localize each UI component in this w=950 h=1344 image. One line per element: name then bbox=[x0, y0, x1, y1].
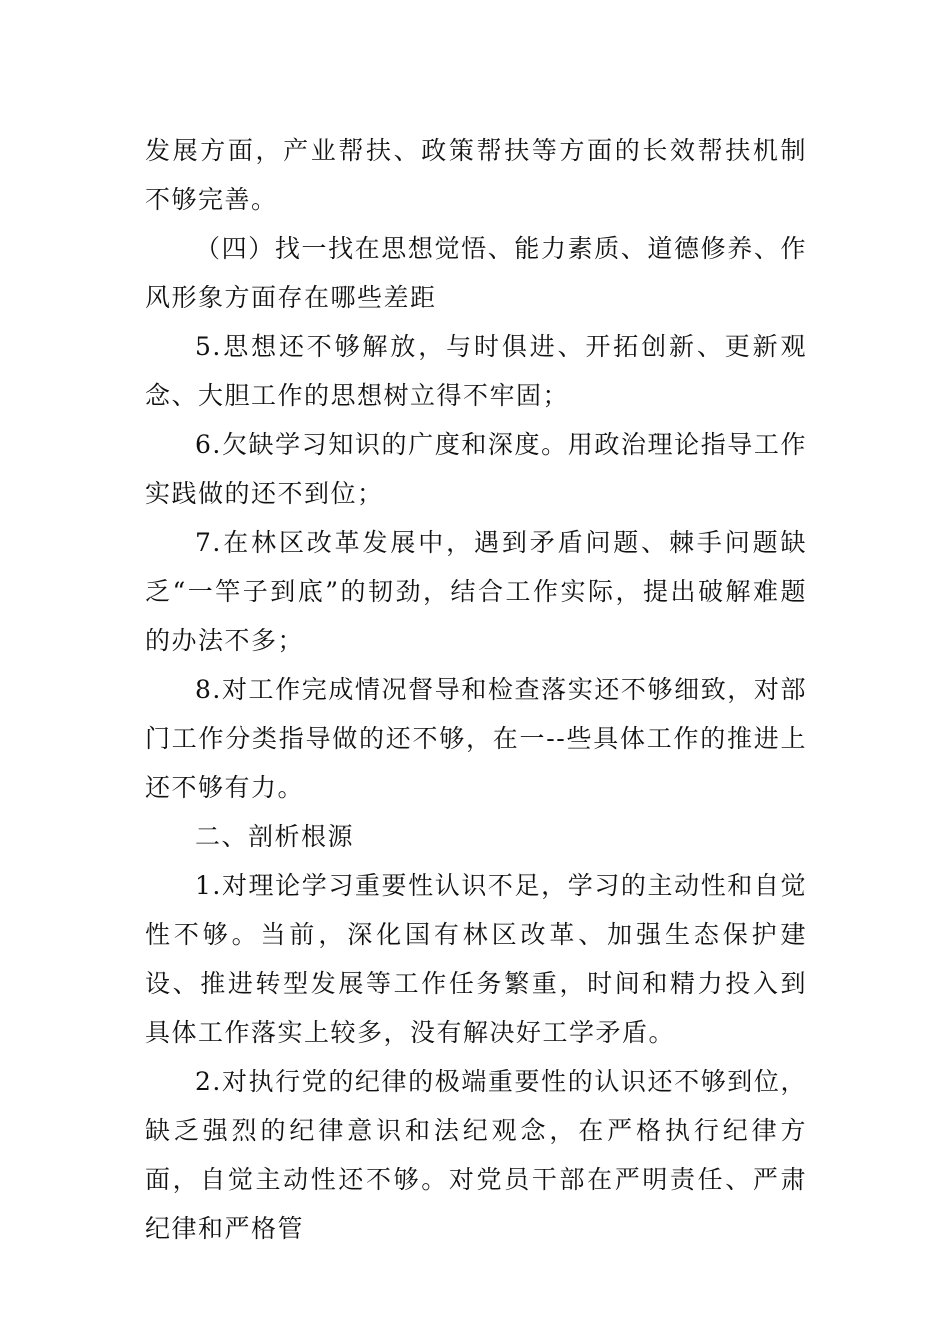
paragraph-item-5: 5.思想还不够解放，与时俱进、开拓创新、更新观念、大胆工作的思想树立得不牢固； bbox=[145, 332, 807, 410]
paragraph-root-cause-1: 1.对理论学习重要性认识不足，学习的主动性和自觉性不够。当前，深化国有林区改革、加强生态保护建设、推进转型发展等工作任务繁重，时间和精力投入到具体工作落实上较多，没有解决好工学矛盾。 bbox=[145, 871, 807, 1047]
paragraph-item-6: 6.欠缺学习知识的广度和深度。用政治理论指导工作实践做的还不到位； bbox=[145, 430, 807, 508]
paragraph-item-7: 7.在林区改革发展中，遇到矛盾问题、棘手问题缺乏“一竿子到底”的韧劲，结合工作实际，提出破解难题的办法不多； bbox=[145, 528, 807, 655]
paragraph-root-cause-2: 2.对执行党的纪律的极端重要性的认识还不够到位，缺乏强烈的纪律意识和法纪观念，在严格执行纪律方面，自觉主动性还不够。对党员干部在严明责任、严肃纪律和严格管 bbox=[145, 1067, 807, 1243]
paragraph-section-heading-4: （四）找一找在思想觉悟、能力素质、道德修养、作风形象方面存在哪些差距 bbox=[145, 234, 807, 312]
paragraph-continuation: 发展方面，产业帮扶、政策帮扶等方面的长效帮扶机制不够完善。 bbox=[145, 136, 807, 214]
document-body bbox=[145, 126, 807, 1253]
paragraph-item-8: 8.对工作完成情况督导和检查落实还不够细致，对部门工作分类指导做的还不够，在一--些具体工作的推进上还不够有力。 bbox=[145, 675, 807, 802]
section-heading-2: 二、剖析根源 bbox=[195, 822, 355, 851]
